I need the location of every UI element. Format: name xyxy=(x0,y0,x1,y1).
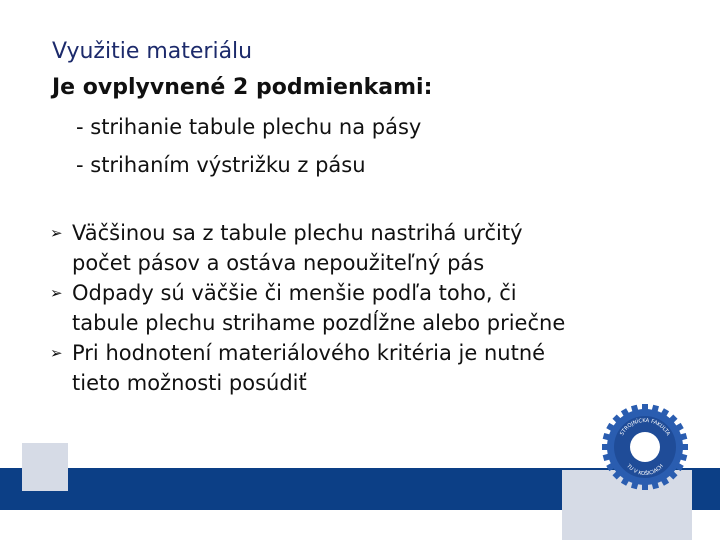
bullet-line: Väčšinou sa z tabule plechu nastrihá určitý xyxy=(72,221,523,245)
condition-item: - strihaním výstrižku z pásu xyxy=(76,153,366,177)
title-line: Využitie materiálu xyxy=(52,39,253,64)
faculty-gear-logo xyxy=(600,402,690,492)
logo-text-top: STROJNÍCKA FAKULTA xyxy=(619,417,671,437)
condition-item: - strihanie tabule plechu na pásy xyxy=(76,115,422,139)
subtitle-line: Je ovplyvnené 2 podmienkami: xyxy=(52,75,433,100)
bullet-list xyxy=(50,218,700,398)
bullet-line: tieto možnosti posúdiť xyxy=(72,371,307,395)
arrow-bullet-icon: ➢ xyxy=(50,284,63,302)
arrow-bullet-icon: ➢ xyxy=(50,224,63,242)
arrow-bullet-icon: ➢ xyxy=(50,344,63,362)
bullet-item xyxy=(50,218,700,278)
logo-text-bottom: TU V KOŠICIACH xyxy=(625,463,665,478)
bullet-line: Pri hodnotení materiálového kritéria je nutné xyxy=(72,341,546,365)
conditions-list xyxy=(76,108,421,184)
bullet-line: Odpady sú väčšie či menšie podľa toho, či xyxy=(72,281,517,305)
bullet-line: tabule plechu strihame pozdĺžne alebo priečne xyxy=(72,311,566,335)
slide-title xyxy=(52,34,432,106)
bullet-item xyxy=(50,338,700,398)
decorative-square xyxy=(22,443,68,491)
bullet-item xyxy=(50,278,700,338)
bullet-line: počet pásov a ostáva nepoužiteľný pás xyxy=(72,251,485,275)
